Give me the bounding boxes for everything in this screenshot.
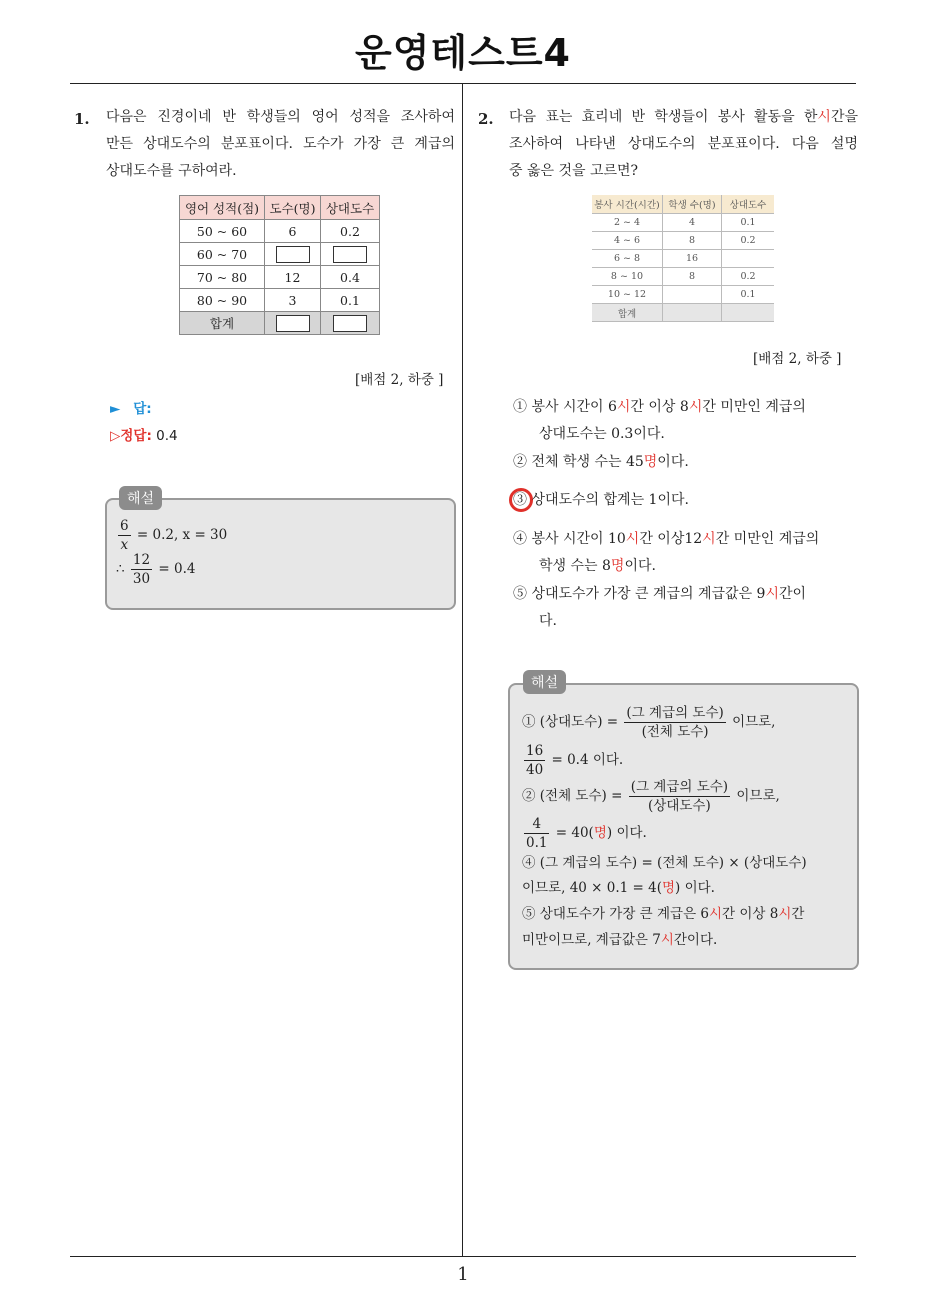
- text-run: ) 이다.: [675, 880, 715, 896]
- numerator: 16: [526, 743, 544, 759]
- text-run: 이므로,: [732, 714, 776, 730]
- column-divider: [462, 84, 463, 1257]
- table-cell: 8: [663, 232, 722, 250]
- table-row: [592, 268, 774, 286]
- question-2-table: [592, 195, 774, 322]
- correct-label: 정답:: [120, 428, 152, 444]
- table-cell: 6 ~ 8: [592, 250, 663, 268]
- denominator: 40: [526, 762, 544, 778]
- answer-row: [110, 397, 152, 417]
- text-run: 시: [778, 906, 792, 922]
- table-header: 학생 수(명): [663, 195, 722, 214]
- solution-step-1: [522, 704, 775, 741]
- table-cell: 0.1: [321, 289, 380, 312]
- denominator: 0.1: [526, 835, 548, 851]
- header-rule: [70, 83, 856, 84]
- text-run: 시: [817, 109, 831, 125]
- text-run: 간 이상 8: [722, 906, 779, 922]
- table-total-row: [592, 304, 774, 322]
- blank-box: [276, 246, 310, 263]
- solution-step-7: [522, 902, 804, 922]
- text-run: ② 전체 학생 수는 45: [513, 454, 644, 470]
- table-cell: [722, 304, 775, 322]
- footer-rule: [70, 1256, 856, 1257]
- text-run: 간 이상12: [639, 531, 703, 547]
- table-cell: [722, 250, 775, 268]
- question-1-table: [179, 195, 380, 335]
- text-run: 학생 수는 8: [539, 558, 611, 574]
- question-2-line: [509, 104, 858, 131]
- correct-answer-row: [110, 424, 178, 444]
- explanation-tag: 해설: [119, 486, 162, 510]
- text-run: 시: [660, 932, 674, 948]
- blank-cell: [265, 312, 321, 335]
- text-run: 간이다.: [673, 932, 718, 948]
- solution-step-3: [522, 778, 780, 815]
- text-run: ⑤ 상대도수가 가장 큰 계급의 계급값은 9: [513, 586, 766, 602]
- text-run: 간이: [779, 586, 807, 602]
- table-header: 상대도수: [722, 195, 775, 214]
- text-run: = 0.4 이다.: [551, 752, 624, 768]
- denominator: x: [120, 537, 129, 553]
- text-run: 명: [662, 880, 676, 896]
- question-2-meta: [배점 2, 하중 ]: [753, 351, 842, 367]
- text-run: ② (전체 도수) =: [522, 788, 623, 804]
- blank-box: [333, 315, 367, 332]
- table-row: [180, 243, 380, 266]
- text-run: 간 미만인 계급의: [715, 531, 820, 547]
- page-title: 운영테스트4: [355, 31, 571, 75]
- question-1-line: 만든 상대도수의 분포표이다. 도수가 가장 큰 계급의: [106, 136, 455, 152]
- text-run: 간: [791, 906, 805, 922]
- text-run: ① 봉사 시간이 6: [513, 399, 617, 415]
- blank-cell: [265, 243, 321, 266]
- table-row: [592, 250, 774, 268]
- option-1: [513, 394, 806, 421]
- question-2-line: 조사하여 나타낸 상대도수의 분포표이다. 다음 설명: [509, 136, 858, 152]
- text-run: 시: [702, 531, 716, 547]
- question-1-meta: [배점 2, 하중 ]: [355, 372, 444, 388]
- table-cell: 6: [265, 220, 321, 243]
- numerator: 6: [120, 518, 129, 534]
- therefore-symbol: ∴: [116, 561, 125, 577]
- equation-text: = 0.2, x = 30: [136, 527, 228, 543]
- table-cell: 12: [265, 266, 321, 289]
- question-1-text: [106, 104, 455, 185]
- text-run: 간을: [830, 109, 858, 125]
- table-cell: 3: [265, 289, 321, 312]
- table-cell: 60 ~ 70: [180, 243, 265, 266]
- blank-cell: [321, 312, 380, 335]
- text-run: 다음 표는 효리네 반 학생들이 봉사 활동을 한: [509, 109, 818, 125]
- answer-label: 답:: [133, 401, 152, 417]
- question-1-number: 1.: [74, 110, 90, 128]
- question-1-line: 상대도수를 구하여라.: [106, 163, 237, 179]
- blank-box: [276, 315, 310, 332]
- table-row: [180, 289, 380, 312]
- fraction: [629, 778, 730, 815]
- table-cell: [663, 286, 722, 304]
- fraction: [524, 742, 545, 779]
- denominator: 30: [132, 571, 151, 587]
- text-run: = 40(: [555, 825, 594, 841]
- question-2-line: 중 옳은 것을 고르면?: [509, 163, 639, 179]
- table-header: 도수(명): [265, 196, 321, 220]
- text-run: 간 이상 8: [630, 399, 689, 415]
- table-cell: 8: [663, 268, 722, 286]
- triangle-icon: ►: [110, 401, 121, 417]
- table-cell: 합계: [592, 304, 663, 322]
- text-run: 이므로,: [736, 788, 780, 804]
- text-run: 시: [625, 531, 640, 547]
- table-cell: 0.2: [722, 268, 775, 286]
- numerator: 12: [132, 552, 151, 568]
- table-cell: 0.2: [722, 232, 775, 250]
- table-row: [180, 266, 380, 289]
- numerator: 4: [524, 815, 549, 834]
- text-run: 시: [709, 906, 723, 922]
- text-run: 이므로, 40 × 0.1 = 4(: [522, 880, 662, 896]
- fraction: [624, 704, 725, 741]
- table-row: [180, 220, 380, 243]
- solution-step-5: ④ (그 계급의 도수) = (전체 도수) × (상대도수): [522, 855, 807, 871]
- text-run: 미만이므로, 계급값은 7: [522, 932, 661, 948]
- text-run: 이다.: [657, 454, 689, 470]
- table-cell: 10 ~ 12: [592, 286, 663, 304]
- numerator: (그 계급의 도수): [626, 705, 724, 721]
- option-1-cont: 상대도수는 0.3이다.: [539, 426, 665, 442]
- text-run: 이다.: [624, 558, 656, 574]
- table-cell: 0.1: [722, 214, 775, 232]
- table-header: 상대도수: [321, 196, 380, 220]
- denominator: (상대도수): [648, 798, 711, 814]
- text-run: 시: [688, 399, 703, 415]
- option-3: ③ 상대도수의 합계는 1이다.: [513, 492, 689, 508]
- solution-step-6: [522, 876, 715, 896]
- denominator: (전체 도수): [641, 724, 709, 740]
- solution-step-4: [522, 815, 647, 852]
- table-cell: 0.1: [722, 286, 775, 304]
- table-row: [592, 286, 774, 304]
- solution-line-2: [116, 551, 195, 588]
- blank-cell: [321, 243, 380, 266]
- table-header: 봉사 시간(시간): [592, 195, 663, 214]
- table-total-row: [180, 312, 380, 335]
- text-run: 시: [616, 399, 631, 415]
- triangle-outline-icon: ▷: [110, 428, 121, 444]
- correct-value: 0.4: [156, 428, 178, 444]
- fraction: [131, 551, 152, 588]
- text-run: 명: [643, 454, 658, 470]
- table-header: 영어 성적(점): [180, 196, 265, 220]
- table-cell: 합계: [180, 312, 265, 335]
- text-run: 시: [765, 586, 779, 602]
- fraction: [524, 815, 549, 852]
- text-run: 명: [593, 825, 607, 841]
- option-5-cont: 다.: [539, 613, 557, 629]
- question-2-number: 2.: [478, 110, 494, 128]
- table-cell: 16: [663, 250, 722, 268]
- text-run: ④ 봉사 시간이 10: [513, 531, 626, 547]
- explanation-tag: 해설: [523, 670, 566, 694]
- table-cell: 0.2: [321, 220, 380, 243]
- table-cell: 2 ~ 4: [592, 214, 663, 232]
- text-run: ① (상대도수) =: [522, 714, 619, 730]
- text-run: 명: [610, 558, 625, 574]
- numerator: (그 계급의 도수): [630, 779, 729, 795]
- table-cell: [663, 304, 722, 322]
- equation-text: = 0.4: [158, 561, 196, 577]
- solution-line-1: [116, 517, 227, 554]
- option-5: [513, 581, 806, 608]
- table-row: [592, 214, 774, 232]
- table-row: [592, 232, 774, 250]
- text-run: ) 이다.: [606, 825, 647, 841]
- table-cell: 8 ~ 10: [592, 268, 663, 286]
- question-1-line: 다음은 진경이네 반 학생들의 영어 성적을 조사하여: [106, 109, 455, 125]
- table-cell: 80 ~ 90: [180, 289, 265, 312]
- table-cell: 50 ~ 60: [180, 220, 265, 243]
- text-run: 간 미만인 계급의: [702, 399, 806, 415]
- solution-step-8: [522, 928, 717, 948]
- solution-step-2: [522, 742, 623, 779]
- option-2: [513, 449, 689, 476]
- fraction: [118, 517, 131, 554]
- table-cell: 70 ~ 80: [180, 266, 265, 289]
- table-cell: 0.4: [321, 266, 380, 289]
- table-cell: 4: [663, 214, 722, 232]
- page-number: 1: [457, 1264, 469, 1285]
- option-4: [513, 526, 819, 553]
- table-cell: 4 ~ 6: [592, 232, 663, 250]
- text-run: ⑤ 상대도수가 가장 큰 계급은 6: [522, 906, 709, 922]
- question-2-text: [509, 104, 858, 185]
- blank-box: [333, 246, 367, 263]
- option-4-cont: [539, 553, 656, 580]
